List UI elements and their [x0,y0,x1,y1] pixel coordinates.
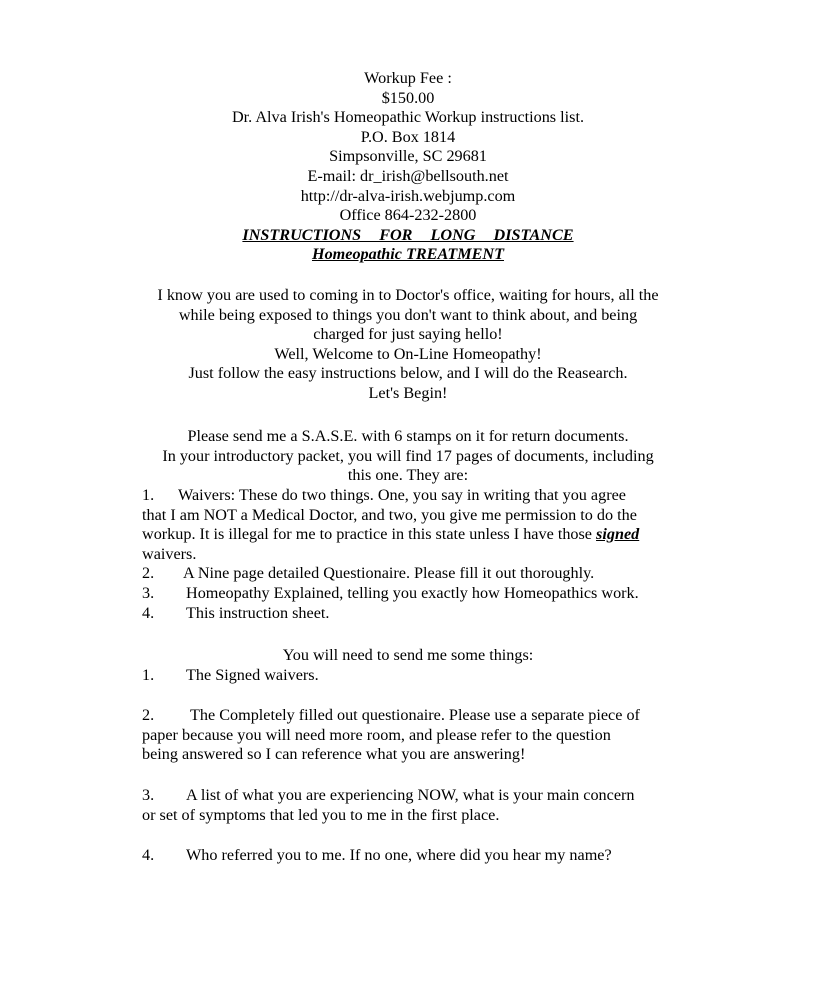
list-number: 3. [142,786,155,804]
list-item-continued: waivers. [142,544,197,563]
list-item-continued: workup. It is illegal for me to practice in this state unless I have those [142,525,592,544]
list-text: Homeopathy Explained, telling you exactly how Homeopathics work. [186,583,639,602]
list-number: 1. [142,486,155,504]
list-number: 2. [142,564,155,583]
packet-line: Please send me a S.A.S.E. with 6 stamps on it for return documents. [187,427,629,445]
list-number: 2. [142,706,155,724]
instructions-list-title: Dr. Alva Irish's Homeopathic Workup instructions list. [231,108,584,127]
intro-paragraph [130,286,686,404]
document-header [0,69,816,265]
send-item [142,786,678,825]
list-text: The Completely filled out questionaire. Please use a separate piece of [190,706,640,724]
send-item [142,706,678,765]
packet-list [142,486,678,623]
list-item-continued: paper because you will need more room, and please refer to the question [142,725,611,744]
main-title: INSTRUCTIONS FOR LONG DISTANCE [242,225,574,244]
list-item-continued: or set of symptoms that led you to me in the first place. [142,805,500,824]
send-heading: You will need to send me some things: [282,646,534,664]
email-address: E-mail: dr_irish@bellsouth.net [307,166,509,185]
send-item [142,846,678,866]
office-phone: Office 864-232-2800 [339,206,477,225]
list-number: 4. [142,846,155,864]
intro-line: while being exposed to things you don't want to think about, and being [178,305,638,324]
subtitle: Homeopathic TREATMENT [311,245,504,264]
intro-line: I know you are used to coming in to Doctor's office, waiting for hours, all the [157,286,659,304]
website-url: http://dr-alva-irish.webjump.com [300,186,516,205]
city-state-zip: Simpsonville, SC 29681 [329,147,487,166]
po-box: P.O. Box 1814 [360,127,456,146]
list-item-continued: that I am NOT a Medical Doctor, and two, you give me permission to do the [142,505,637,524]
list-number: 1. [142,666,155,684]
list-text: A list of what you are experiencing NOW, what is your main concern [186,786,635,804]
list-number: 3. [142,583,155,602]
list-text: This instruction sheet. [186,603,330,622]
workup-fee-label: Workup Fee : [364,69,452,87]
list-item [142,486,678,506]
list-item [142,564,678,584]
list-text: Who referred you to me. If no one, where did you hear my name? [186,846,612,864]
intro-line: Let's Begin! [368,383,448,402]
list-item [142,604,678,624]
send-item [142,666,678,686]
list-text: The Signed waivers. [186,666,319,684]
intro-line: charged for just saying hello! [313,325,503,344]
packet-line: In your introductory packet, you will find 17 pages of documents, including [162,446,654,465]
workup-fee-amount: $150.00 [381,88,435,107]
list-text: Waivers: These do two things. One, you say in writing that you agree [178,486,626,504]
packet-intro [130,427,686,486]
intro-line: Just follow the easy instructions below, and I will do the Reasearch. [188,364,628,383]
list-item-continued: being answered so I can reference what you are answering! [142,745,526,764]
intro-line: Well, Welcome to On-Line Homeopathy! [274,344,542,363]
list-number: 4. [142,603,155,622]
signed-emphasis: signed [596,525,640,544]
list-item [142,584,678,604]
list-text: A Nine page detailed Questionaire. Please fill it out thoroughly. [183,564,595,583]
packet-line: this one. They are: [347,466,469,485]
